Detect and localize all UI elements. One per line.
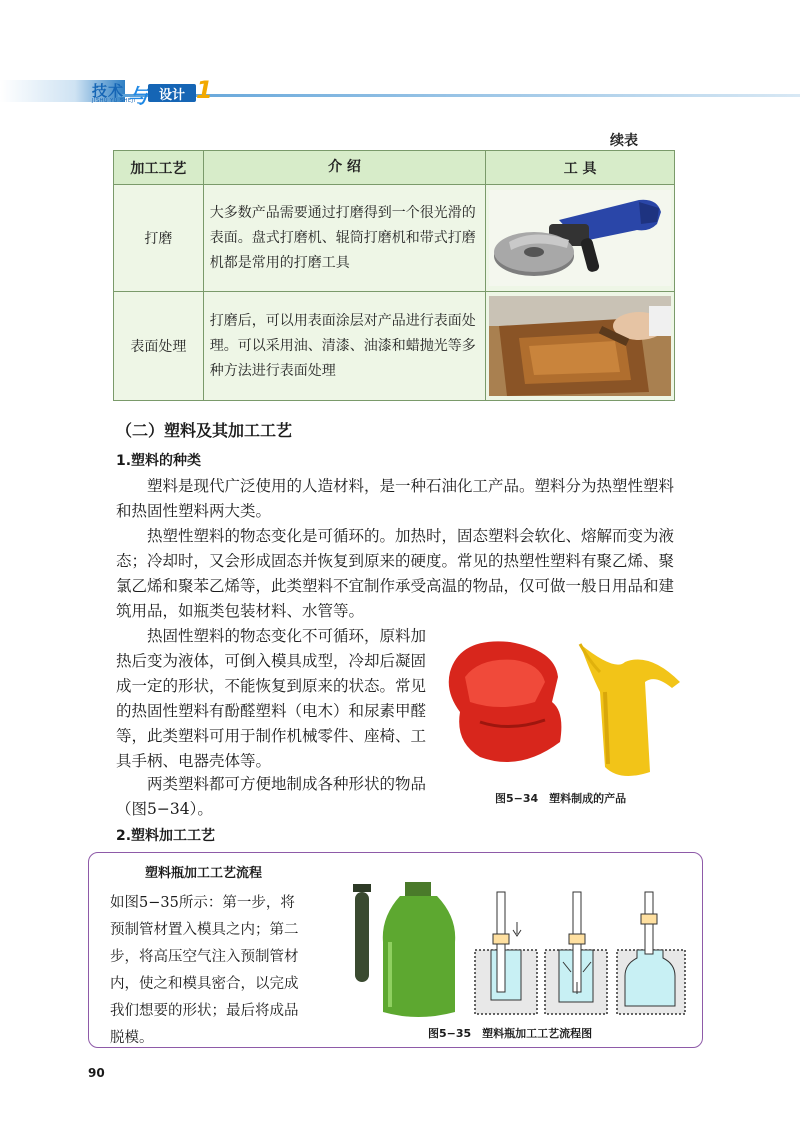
tool-image-cell (486, 185, 675, 292)
brand-connector: 与 (128, 84, 148, 108)
subsection-heading-processing: 2.塑料加工工艺 (116, 828, 216, 844)
process-name: 打磨 (114, 185, 204, 292)
paragraph-thermosets: 热固性塑料的物态变化不可循环，原料加热后变为液体，可倒入模具成型，冷却后凝固成一定的形状，不能恢复到原来的状态。常见的热固性塑料有酚醛塑料（电木）和尿素甲醛等，此类塑料可用于制作机械零件、座椅、工具手柄、电器壳体等。 (116, 627, 427, 770)
brand-title-part2: 设计 (148, 84, 196, 102)
table-row (114, 185, 675, 292)
paragraph-thermoplastics: 热塑性塑料的物态变化是可循环的。加热时，固态塑料会软化、熔解而变为液态；冷却时，又会形成固态并恢复到原来的硬度。常见的热塑性塑料有聚乙烯、聚氯乙烯和聚苯乙烯等，此类塑料不宜制作承受高温的物品，仅可做一般日用品和建筑用品，如瓶类包装材料、水管等。 (116, 527, 675, 620)
paragraph-plastics-intro: 塑料是现代广泛使用的人造材料，是一种石油化工产品。塑料分为热塑性塑料和热固性塑料两大类。 (116, 477, 675, 520)
header-rule (118, 94, 800, 97)
brand-number: 1 (196, 76, 213, 104)
process-intro: 大多数产品需要通过打磨得到一个很光滑的表面。盘式打磨机、辊筒打磨机和带式打磨机都是常用的打磨工具 (203, 185, 486, 292)
continued-label: 续表 (610, 133, 638, 149)
angle-grinder-image (489, 190, 671, 286)
figure-34-caption: 图5−34 塑料制成的产品 (495, 792, 627, 805)
table-row (114, 292, 675, 401)
flow-box-text: 如图5−35所示：第一步，将预制管材置入模具之内；第二步，将高压空气注入预制管材内，使之和模具密合，以完成我们想要的形状；最后将成品脱模。 (110, 895, 299, 1046)
plastic-products-figure (440, 632, 690, 782)
subsection-heading-types: 1.塑料的种类 (116, 453, 202, 469)
brand-title-part1: 技术 (92, 82, 125, 100)
page-number: 90 (88, 1066, 105, 1080)
table-header-tools: 工 具 (486, 151, 675, 185)
bottle-process-figure (345, 862, 690, 1022)
table-header-row (114, 151, 675, 185)
surface-treatment-image (489, 296, 671, 396)
flow-box-title: 塑料瓶加工工艺流程 (145, 866, 263, 881)
brand-subtitle: JISHU YU SHEJI (92, 98, 136, 104)
process-name: 表面处理 (114, 292, 204, 401)
process-intro: 打磨后，可以用表面涂层对产品进行表面处理。可以采用油、清漆、油漆和蜡抛光等多种方法进行表面处理 (203, 292, 486, 401)
process-table (113, 150, 675, 401)
paragraph-shapes: 两类塑料都可方便地制成各种形状的物品（图5−34）。 (116, 775, 427, 818)
table-header-intro: 介 绍 (203, 151, 486, 185)
tool-image-cell (486, 292, 675, 401)
table-header-process: 加工工艺 (114, 151, 204, 185)
section-heading: （二）塑料及其加工工艺 (116, 421, 293, 440)
figure-35-caption: 图5−35 塑料瓶加工工艺流程图 (428, 1027, 593, 1040)
